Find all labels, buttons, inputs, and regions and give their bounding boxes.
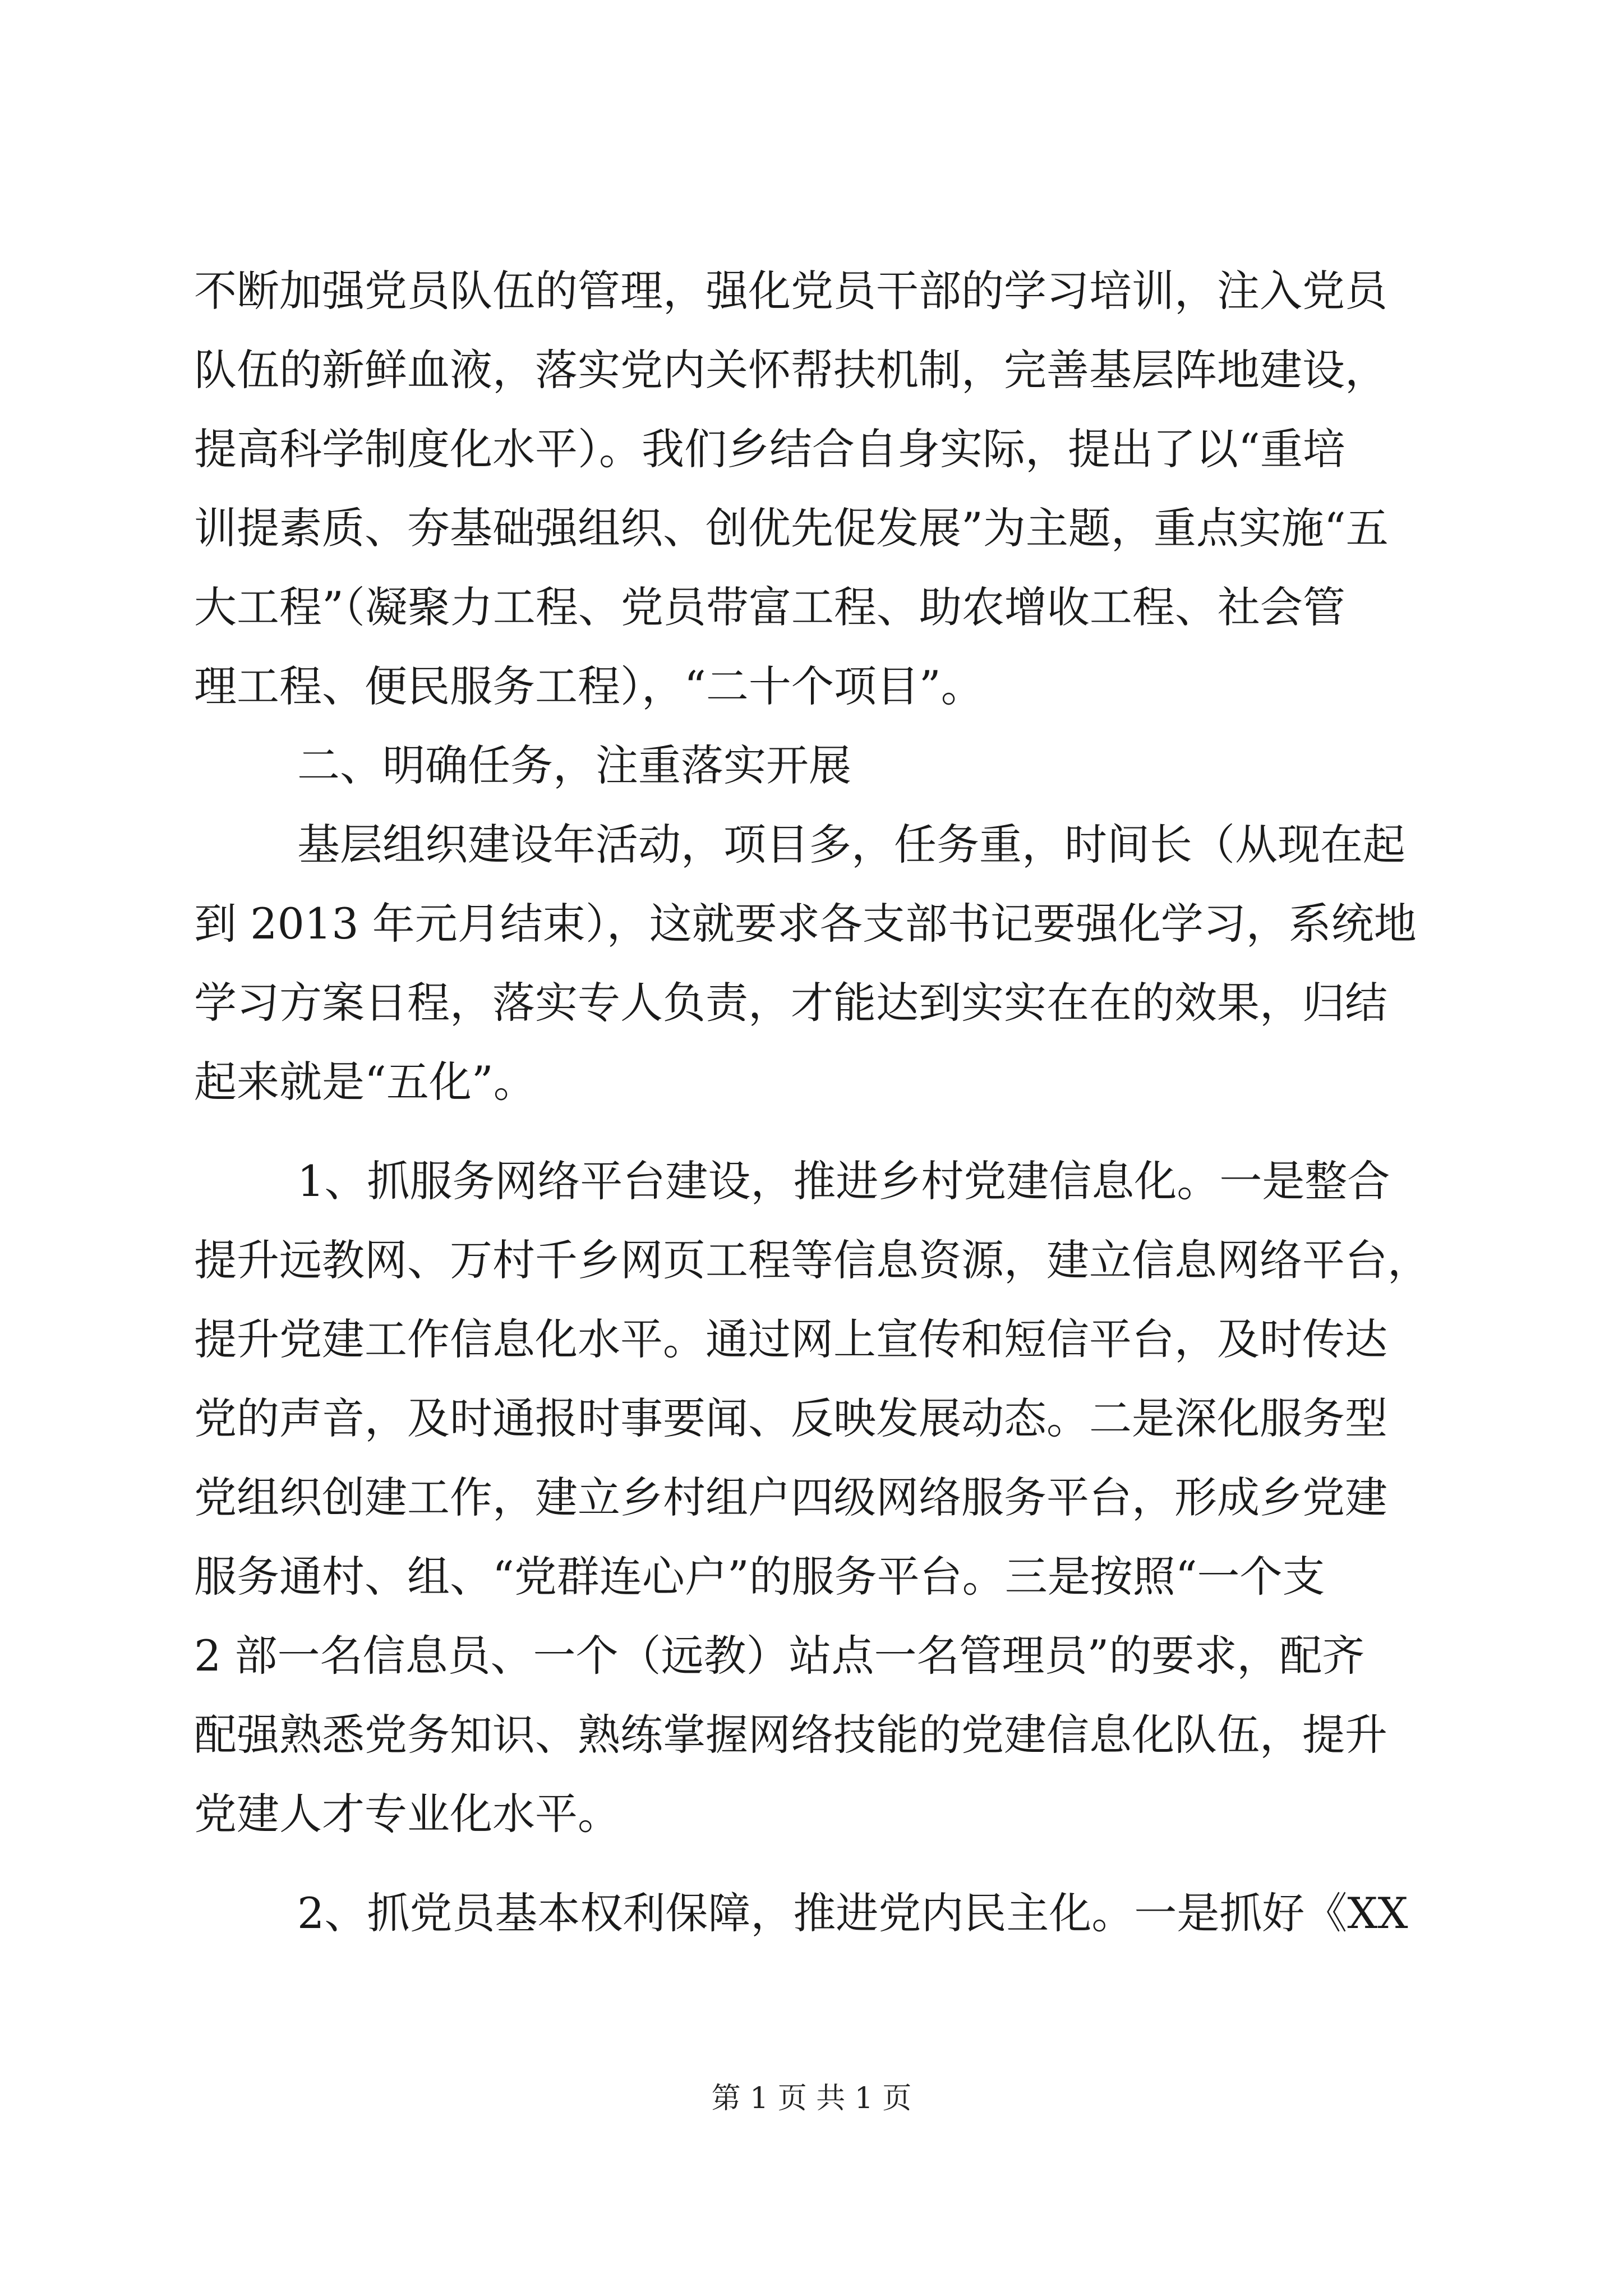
document-body: [194, 251, 1432, 1953]
text-line: 理工程、便民服务工程），“二十个项目”。: [194, 661, 984, 711]
section-heading: [194, 726, 1432, 805]
text-line: 到 2013 年元月结束），这就要求各支部书记要强化学习，系统地: [194, 899, 1417, 949]
paragraph: [194, 1874, 1432, 1953]
text-line: 起来就是“五化”。: [194, 1057, 536, 1107]
text-line: 提升党建工作信息化水平。通过网上宣传和短信平台，及时传达: [194, 1314, 1387, 1364]
text-line: 1、抓服务网络平台建设，推进乡村党建信息化。一是整合: [297, 1156, 1390, 1206]
text-line: 二、明确任务，注重落实开展: [297, 740, 851, 790]
text-line: 2、抓党员基本权利保障，推进党内民主化。一是抓好《XX: [297, 1888, 1408, 1938]
text-line: 2 部一名信息员、一个（远教）站点一名管理员”的要求，配齐: [194, 1631, 1365, 1681]
paragraph-gap: [194, 1121, 1432, 1142]
page-number-footer: 第 1 页 共 1 页: [711, 2082, 912, 2115]
text-line: 队伍的新鲜血液，落实党内关怀帮扶机制，完善基层阵地建设，: [194, 345, 1387, 395]
text-line: 基层组织建设年活动，项目多，任务重，时间长（从现在起: [297, 820, 1405, 869]
text-line: 提高科学制度化水平）。我们乡结合自身实际，提出了以“重培: [194, 424, 1345, 474]
text-line: 训提素质、夯基础强组织、创优先促发展”为主题，重点实施“五: [194, 503, 1389, 553]
text-line: 不断加强党员队伍的管理，强化党员干部的学习培训，注入党员: [194, 266, 1387, 316]
paragraph: [194, 251, 1432, 726]
text-line: 大工程”（凝聚力工程、党员带富工程、助农增收工程、社会管: [194, 582, 1345, 632]
paragraph-gap: [194, 1853, 1432, 1874]
text-line: 提升远教网、万村千乡网页工程等信息资源，建立信息网络平台，: [194, 1235, 1430, 1285]
paragraph: [194, 1142, 1432, 1853]
text-line: 配强熟悉党务知识、熟练掌握网络技能的党建信息化队伍，提升: [194, 1710, 1387, 1760]
text-line: 党组织创建工作，建立乡村组户四级网络服务平台，形成乡党建: [194, 1473, 1387, 1522]
text-line: 服务通村、组、“党群连心户”的服务平台。三是按照“一个支: [194, 1552, 1325, 1602]
paragraph: [194, 805, 1432, 1121]
text-line: 党建人才专业化水平。: [194, 1789, 620, 1839]
text-line: 党的声音，及时通报时事要闻、反映发展动态。二是深化服务型: [194, 1393, 1387, 1443]
text-line: 学习方案日程，落实专人负责，才能达到实实在在的效果，归结: [194, 978, 1387, 1028]
